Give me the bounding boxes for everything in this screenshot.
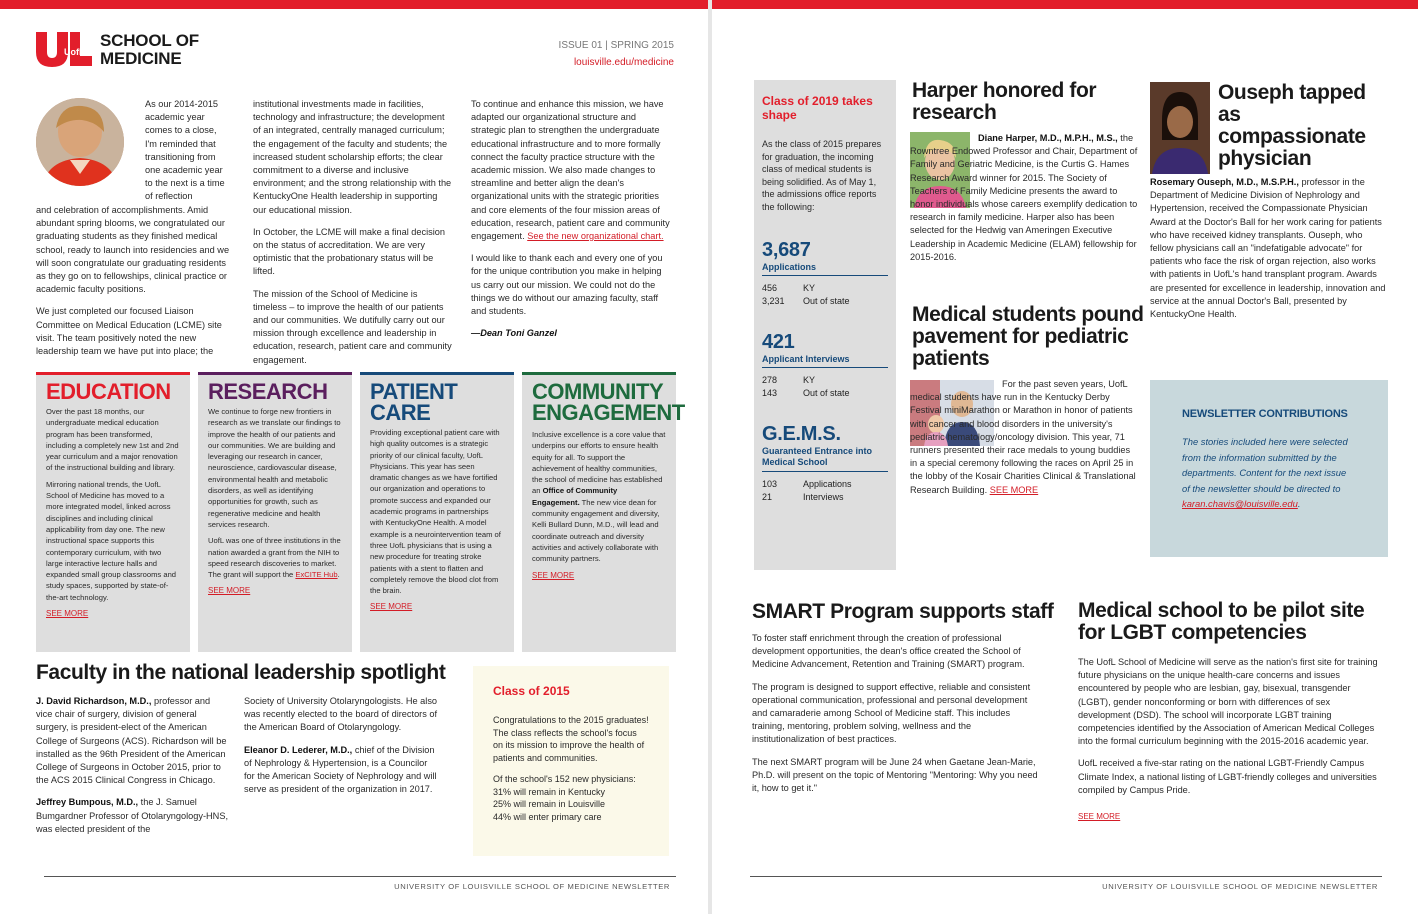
stat-value: 421 xyxy=(762,331,795,353)
class-2015-stat: 44% will enter primary care xyxy=(493,811,602,822)
stat-row xyxy=(762,491,888,504)
faculty-name: J. David Richardson, M.D., xyxy=(36,696,152,706)
education-heading: EDUCATION xyxy=(46,379,171,404)
ouseph-name: Rosemary Ouseph, M.D., M.S.P.H., xyxy=(1150,177,1299,187)
stat-gems xyxy=(762,423,888,503)
research-see-more-link[interactable]: SEE MORE xyxy=(208,586,251,596)
smart-heading: SMART Program supports staff xyxy=(752,600,1054,623)
stat-category: Out of state xyxy=(803,295,850,306)
education-box xyxy=(36,372,190,652)
stat-number: 456 xyxy=(762,283,778,293)
harper-article xyxy=(910,132,1138,273)
dean-signature: —Dean Toni Ganzel xyxy=(471,328,557,339)
research-text: UofL was one of three institutions in the nation awarded a grant from the NIH to speed research discoveries to market. The grant will support the ExCITE Hub. xyxy=(208,536,341,580)
contributions-text-span: The stories included here were selected from the information submitted by the departments. Content for the next issue of the newsletter should be directed to xyxy=(1182,436,1348,494)
smart-text: The program is designed to support effective, reliable and consistent operational communication, professional and personal development and camaraderie among School of Medicine staff. This includes training, mentoring, problem solving, wellness and the institutionalization of best practices. xyxy=(752,681,1031,745)
education-text: Mirroring national trends, the UofL School of Medicine has moved to a more integrated model, linked across disciplines and including clinical applicability from day one. The new instructional space supports this contemporary curriculum, with two large interactive lecture halls and expanded small group classrooms and study spaces, supported by state-of-the-art technology. xyxy=(46,479,177,602)
faculty-name: Jeffrey Bumpous, M.D., xyxy=(36,797,139,808)
stat-number: 278 xyxy=(762,375,778,385)
stat-interviews xyxy=(762,331,888,399)
lgbt-see-more-link[interactable]: SEE MORE xyxy=(1078,812,1121,822)
footer-text: UNIVERSITY OF LOUISVILLE SCHOOL OF MEDICINE NEWSLETTER xyxy=(394,882,670,891)
class-2015-heading: Class of 2015 xyxy=(493,684,570,698)
patient-care-heading: PATIENT CARE xyxy=(370,379,458,425)
class-2019-box xyxy=(754,80,896,570)
issue-info: ISSUE 01 | SPRING 2015 xyxy=(558,40,674,51)
letter-paragraph: We just completed our focused Liaison Committee on Medical Education (LCME) site visit. The team positively noted the new leadership team we have put into place; the xyxy=(36,306,222,357)
education-see-more-link[interactable]: SEE MORE xyxy=(46,609,89,619)
top-accent-bar xyxy=(0,0,708,9)
stat-row xyxy=(762,478,888,491)
community-office-name: Office of Community Engagement. xyxy=(532,486,618,507)
letter-paragraph: and celebration of accomplishments. Amid abundant spring blooms, we congratulated our graduating students as they finished medical school, ready to launch into residencies and we will soon congratulate our graduating residents as they go on to fellowships, clinical practice or academic faculty positions. xyxy=(36,205,230,295)
contributions-text: The stories included here were selected from the information submitted by the departments. Content for the next issue of the newsletter should be directed to karan.chavis@louisville.edu. xyxy=(1182,436,1348,509)
stat-number: 103 xyxy=(762,479,778,489)
letter-paragraph xyxy=(471,98,673,243)
newsletter-page-1 xyxy=(0,0,708,914)
stat-number: 3,231 xyxy=(762,295,785,306)
contributions-box xyxy=(1150,380,1388,557)
footer-rule xyxy=(44,876,676,877)
research-text-span: UofL was one of three institutions in the nation awarded a grant from the NIH to speed research discoveries to market. The grant will support the xyxy=(208,536,341,580)
class-2015-box xyxy=(473,666,669,856)
patient-care-see-more-link[interactable]: SEE MORE xyxy=(370,602,413,612)
faculty-col2 xyxy=(244,695,440,805)
community-box xyxy=(522,372,685,652)
patient-care-text: Providing exceptional patient care with high quality outcomes is a strategic priority of our clinical faculty, UofL Physicians. This year has seen dramatic changes as we have fortified our organization and operations to promote success and expanded our academic programs in partnerships with KentuckyOne Health. A model example is a neurointervention team of three UofL physicians that is using a new procedure for treating stroke patients with a stent to flatten and completely remove the blood clot from the brain. xyxy=(370,428,501,596)
class-2015-text: Congratulations to the 2015 graduates! The class reflects the school's focus on its mission to improve the health of patients and communities. xyxy=(493,715,649,763)
letter-paragraph: As our 2014-2015 academic year comes to a close, I'm reminded that transitioning from one academic year to the next is a time of reflection xyxy=(145,99,225,202)
issue-season: SPRING 2015 xyxy=(610,40,674,51)
community-see-more-link[interactable]: SEE MORE xyxy=(532,570,575,580)
class-2019-heading: Class of 2019 takes shape xyxy=(762,94,873,122)
letter-col2 xyxy=(253,98,453,376)
lgbt-heading: Medical school to be pilot site for LGBT competencies xyxy=(1078,599,1365,644)
faculty-text: the J. Samuel Bumgardner Professor of Otolaryngology-HNS, was elected president of the xyxy=(36,797,228,834)
community-text-span: Inclusive excellence is a core value that underpins our efforts to ensure health equity for all. To support the achievement of healthy communities, the school of medicine has established an xyxy=(532,430,666,496)
stat-value: G.E.M.S. xyxy=(762,423,841,445)
stat-label: Guaranteed Entrance into Medical School xyxy=(762,446,873,467)
contributions-heading: NEWSLETTER CONTRIBUTIONS xyxy=(1182,408,1348,420)
school-name-line1: SCHOOL OF xyxy=(100,31,199,50)
stat-label: Applications xyxy=(762,262,817,272)
letter-paragraph: In October, the LCME will make a final decision on the status of accreditation. We are very optimistic that the probationary status will be lifted. xyxy=(253,226,446,277)
patient-care-box xyxy=(360,372,514,652)
stat-row xyxy=(762,282,888,295)
harper-heading: Harper honored for research xyxy=(912,79,1097,124)
smart-text: To foster staff enrichment through the creation of professional development opportunities, the dean's office created the School of Medicine Advancement, Retention and Training (SMART) program. xyxy=(752,633,1025,670)
school-name-line2: MEDICINE xyxy=(100,49,182,68)
education-text: Over the past 18 months, our undergraduate medical education program has been transformed, including a completely new 1st and 2nd year curriculum and a major renovation of the instructional building and library. xyxy=(46,407,179,473)
footer-text: UNIVERSITY OF LOUISVILLE SCHOOL OF MEDICINE NEWSLETTER xyxy=(1102,882,1378,891)
faculty-col1 xyxy=(36,695,228,845)
uofl-logo xyxy=(34,30,94,70)
stat-applications xyxy=(762,239,888,307)
stat-value: 3,687 xyxy=(762,239,811,261)
pound-text: For the past seven years, UofL medical students have run in the Kentucky Derby Festival miniMarathon or Marathon in honor of patients with cancer and blood disorders in the university's pediatric hematology/oncology division. This year, 71 runners presented their race medals to young buddies in a special ceremony following the races on April 25 in the lobby of the Kosair Charities Clinical & Translational Research Building. xyxy=(910,379,1136,495)
ouseph-text: professor in the Department of Medicine Division of Nephrology and Hypertension, received the Compassionate Physician Award at the Doctor's Ball for her work caring for patients who have received kidney transplants. Ouseph, who fellow physicians call an "indefatigable advocate" for patients who face the risk of organ rejection, also works with patients in UofL's hand transplant program. Awards are presented for excellence in leadership, innovation and service at the annual Doctor's Ball, presented by KentuckyOne Health. xyxy=(1150,177,1386,320)
org-chart-link[interactable]: See the new organizational chart. xyxy=(527,231,664,242)
stat-category: Applications xyxy=(803,479,852,489)
newsletter-page-2 xyxy=(712,0,1418,914)
letter-paragraph: The mission of the School of Medicine is timeless – to improve the health of our patients and our communities. We dutifully carry out our mission through excellence and leadership in education, research, patient care and community engagement. xyxy=(253,288,452,365)
ouseph-heading: Ouseph tapped as compassionate physician xyxy=(1218,81,1366,170)
class-2015-stats xyxy=(493,773,649,823)
school-name xyxy=(100,32,199,68)
research-box xyxy=(198,372,352,652)
pound-article xyxy=(910,378,1138,506)
stat-row xyxy=(762,295,888,308)
pound-heading: Medical students pound pavement for pediatric patients xyxy=(912,303,1144,370)
top-accent-bar xyxy=(712,0,1418,9)
letter-text: To continue and enhance this mission, we have adapted our organizational structure and strategic plan to strengthen the undergraduate educational infrastructure and to more formally connect the faculty practice structure with the academic mission. We also made changes to streamline and better align the dean's organizational units with the strategic priorities and core elements of the four mission areas of education, research, patient care and community engagement. xyxy=(471,99,670,242)
stat-category: KY xyxy=(803,375,816,385)
stat-number: 143 xyxy=(762,387,778,398)
stat-category: Out of state xyxy=(803,387,850,398)
logo-lettering: UofL xyxy=(64,47,85,57)
faculty-text: Society of University Otolaryngologists. He also was recently elected to the board of directors of the American Board of Otolaryngology. xyxy=(244,696,438,733)
stat-number: 21 xyxy=(762,491,773,502)
letter-col1 xyxy=(36,204,236,367)
harper-text: the Rowntree Endowed Professor and Chair, Department of Family and Geriatric Medicine, is the Curtis G. Hames Research Award winner for 2015. The Society of Teachers of Family Medicine presents the award to honor individuals whose careers exemplify dedication to research in family medicine. Harper also has been selected for the Hedwig van Ameringen Executive Leadership in Academic Medicine (ELAM) fellowship for 2015-2016. xyxy=(910,133,1138,262)
letter-paragraph: I would like to thank each and every one of you for the unique contribution you make in helping us carry out our mission. We could not do the things we do without our amazing faculty, staff and students. xyxy=(471,253,663,317)
stat-row xyxy=(762,374,888,387)
class-2019-intro: As the class of 2015 prepares for graduation, the incoming class of medical students is being solidified. As of May 1, the admissions office reports the following: xyxy=(762,139,882,212)
community-text-span: The new vice dean for community engagement and diversity, Kelli Bullard Dunn, M.D., will lead and coordinate outreach and diversity activities and actively collaborate with community partners. xyxy=(532,497,660,564)
research-text: We continue to forge new frontiers in research as we translate our findings to improve the health of our patients and our communities. We are building and leveraging our research in cancer, neuroscience, cardiovascular disease, environmental health and metabolic disorders, as well as identifying opportunities for growth, such as regenerative medicine and health services research. xyxy=(208,407,341,529)
research-heading: RESEARCH xyxy=(208,379,328,404)
letter-col1-top xyxy=(145,98,227,204)
letter-col3 xyxy=(471,98,673,349)
stat-rule xyxy=(762,367,888,368)
stat-category: KY xyxy=(803,283,816,293)
community-heading-line2: ENGAGEMENT xyxy=(532,400,685,425)
community-heading-line1: COMMUNITY xyxy=(532,379,664,404)
faculty-heading: Faculty in the national leadership spotlight xyxy=(36,661,446,684)
faculty-text: chief of the Division of Nephrology & Hypertension, is a Councilor for the American Society of Nephrology and will serve as president of the organization in 2017. xyxy=(244,744,437,795)
faculty-name: Eleanor D. Lederer, M.D., xyxy=(244,744,353,755)
stat-label: Applicant Interviews xyxy=(762,354,850,364)
stat-category: Interviews xyxy=(803,491,844,502)
stat-rule xyxy=(762,471,888,472)
dean-portrait xyxy=(36,98,124,186)
letter-paragraph: institutional investments made in facilities, technology and infrastructure; the development of an integrated, centrally managed curriculum; the engagement of the faculty and students; the increased student scholarship efforts; the clear commitment to a diverse and inclusive environment; and the strong relationship with the KentuckyOne Health leadership in supporting our educational mission. xyxy=(253,99,452,215)
excite-hub-link[interactable]: ExCITE Hub xyxy=(295,570,338,580)
smart-article xyxy=(752,632,1040,804)
stat-row xyxy=(762,387,888,400)
class-2015-stat: 31% will remain in Kentucky xyxy=(493,786,606,797)
lgbt-article xyxy=(1078,656,1380,824)
footer-rule xyxy=(750,876,1382,877)
contributions-email-link[interactable]: karan.chavis@louisville.edu xyxy=(1182,498,1298,509)
ouseph-photo xyxy=(1150,82,1210,174)
ouseph-article xyxy=(1150,176,1386,330)
community-heading xyxy=(532,379,685,425)
class-2015-stat: 25% will remain in Louisville xyxy=(493,799,606,809)
stat-rule xyxy=(762,275,888,276)
smart-text: The next SMART program will be June 24 when Gaetane Jean-Marie, Ph.D. will present on the topic of Mentoring "Mentoring: Why you need it, how to get it." xyxy=(752,756,1038,794)
lgbt-text: UofL received a five-star rating on the national LGBT-Friendly Campus Climate Index, a national listing of LGBT-friendly colleges and universities compiled by Campus Pride. xyxy=(1078,758,1377,795)
website-link[interactable]: louisville.edu/medicine xyxy=(573,57,674,68)
community-text xyxy=(532,429,666,565)
pound-see-more-link[interactable]: SEE MORE xyxy=(989,484,1039,495)
faculty-text: professor and vice chair of surgery, division of general surgery, is president-elect of the American College of Surgeons (ACS). Richardson will be installed as the 96th President of the American College of Surgeons in October 2015, prior to the ACS 2015 Clinical Congress in Chicago. xyxy=(36,696,227,786)
class-2015-stat: Of the school's 152 new physicians: xyxy=(493,774,636,784)
harper-name: Diane Harper, M.D., M.P.H., M.S., xyxy=(978,133,1118,143)
lgbt-text: The UofL School of Medicine will serve as the nation's first site for training future physicians on the unique health-care concerns and issues encountered by people who are lesbian, gay, bisexual, transgender (LGBT), gender nonconforming or born with differences of sex development (DSD). The school will incorporate LGBT training competencies identified by the Association of American Medical Colleges into the formal curriculum beginning with the 2015-2016 academic year. xyxy=(1078,657,1378,747)
issue-number: ISSUE 01 xyxy=(558,40,603,51)
